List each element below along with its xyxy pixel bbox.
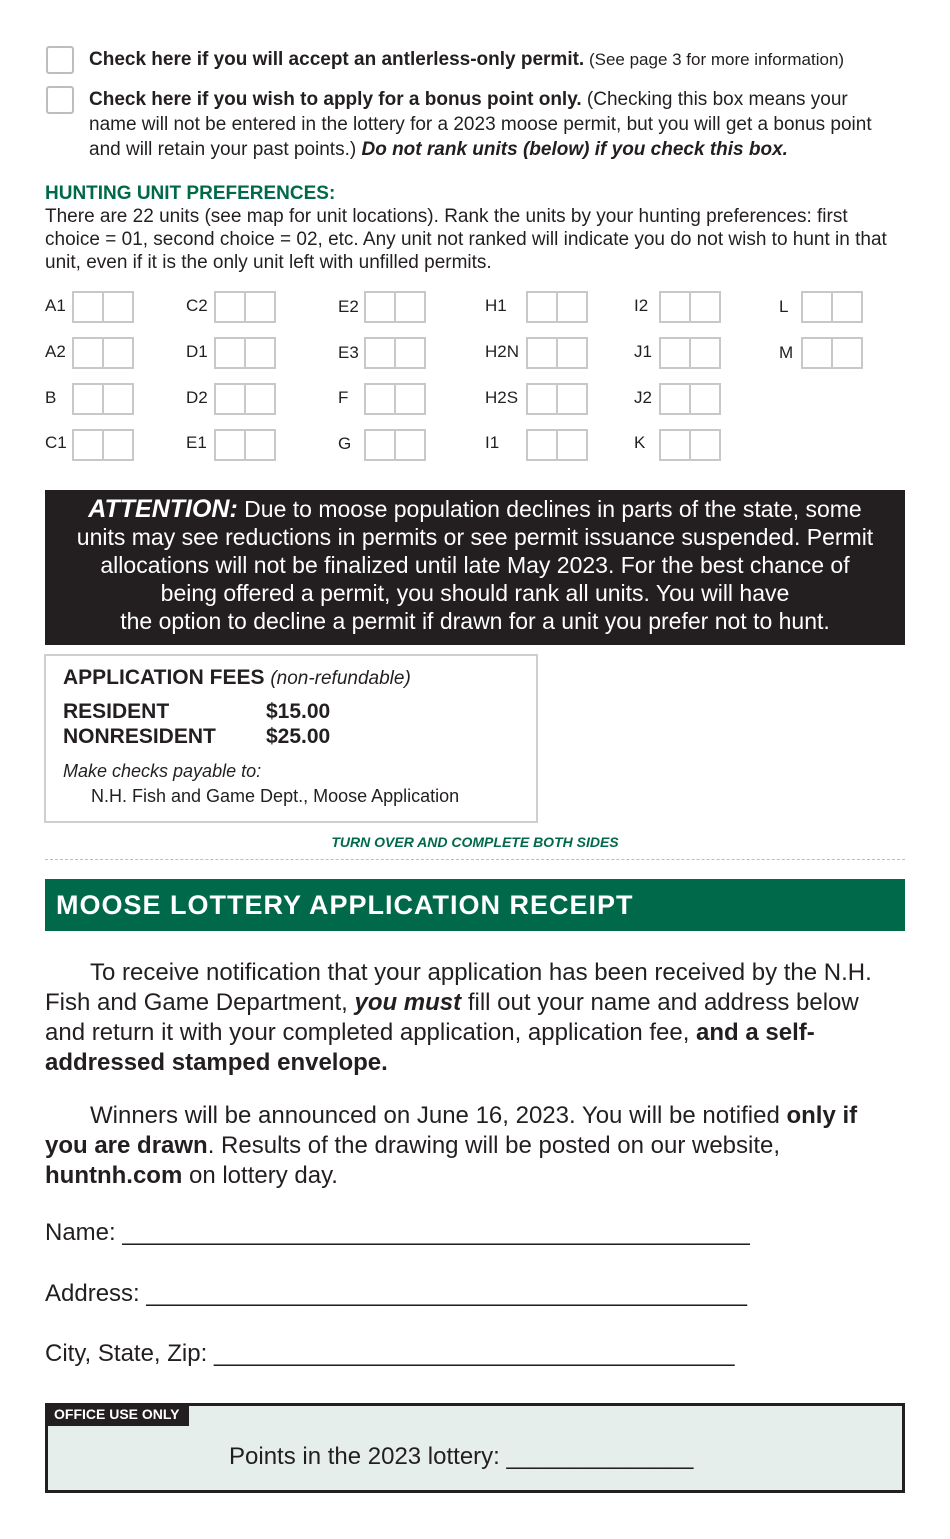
name-field[interactable]: Name: _______________________________________________: [45, 1219, 750, 1246]
fees-title-text: APPLICATION FEES: [63, 666, 265, 689]
unit-label: J1: [634, 342, 652, 361]
unit-rank-input-i1[interactable]: [526, 429, 588, 461]
website-link: huntnh.com: [45, 1162, 183, 1189]
attention-line: being offered a permit, you should rank all units. You will have: [160, 580, 790, 606]
unit-label: E1: [186, 433, 207, 452]
attention-line: allocations will not be finalized until late May 2023. For the best chance of: [100, 552, 850, 578]
unit-label: C2: [186, 296, 208, 315]
bonus-point-text: [89, 87, 889, 162]
antlerless-only-label: Check here if you will accept an antlerless-only permit.: [89, 49, 585, 70]
turn-over-notice: TURN OVER AND COMPLETE BOTH SIDES: [331, 834, 619, 850]
unit-rank-input-l[interactable]: [801, 291, 863, 323]
unit-label: C1: [45, 433, 67, 452]
winners-text: on lottery day.: [182, 1162, 338, 1189]
winners-text: Winners will be announced on June 16, 2023. You will be notified: [90, 1102, 787, 1129]
unit-label: I1: [485, 433, 500, 452]
unit-label: D1: [186, 342, 208, 361]
attention-notice: [45, 490, 905, 645]
attention-line: Due to moose population declines in parts of the state, some: [237, 496, 862, 522]
unit-rank-input-b[interactable]: [72, 383, 134, 415]
unit-rank-input-c2[interactable]: [214, 291, 276, 323]
unit-rank-input-g[interactable]: [364, 429, 426, 461]
unit-rank-input-h2n[interactable]: [526, 337, 588, 369]
unit-rank-input-j1[interactable]: [659, 337, 721, 369]
unit-rank-input-e2[interactable]: [364, 291, 426, 323]
nonresident-fee-amount: $25.00: [266, 725, 331, 748]
application-fees-box: [44, 654, 538, 823]
unit-rank-input-i2[interactable]: [659, 291, 721, 323]
address-field[interactable]: Address: _____________________________________________: [45, 1280, 748, 1307]
unit-rank-input-j2[interactable]: [659, 383, 721, 415]
unit-rank-input-m[interactable]: [801, 337, 863, 369]
unit-label: I2: [634, 296, 649, 315]
unit-rank-input-h2s[interactable]: [526, 383, 588, 415]
office-use-label: OFFICE USE ONLY: [45, 1403, 189, 1426]
payable-label: Make checks payable to:: [63, 761, 262, 781]
winners-text: . Results of the drawing will be posted on our website,: [207, 1132, 781, 1159]
fees-title: [63, 666, 411, 690]
receipt-instructions-emphasis: you must: [354, 989, 462, 1016]
unit-label: G: [338, 434, 352, 453]
unit-label: B: [45, 388, 57, 407]
unit-rank-input-a1[interactable]: [72, 291, 134, 323]
antlerless-only-checkbox[interactable]: [46, 46, 74, 74]
bonus-point-warning: Do not rank units (below) if you check this box.: [361, 139, 788, 160]
winners-bold: only if you are drawn: [45, 1102, 858, 1159]
cut-line: [45, 859, 905, 860]
winners-announcement: [45, 1101, 905, 1191]
fees-title-note: (non-refundable): [270, 668, 411, 689]
unit-label: M: [779, 343, 794, 362]
unit-rank-input-c1[interactable]: [72, 429, 134, 461]
unit-label: H2S: [485, 388, 519, 407]
bonus-point-label: Check here if you wish to apply for a bonus point only.: [89, 89, 582, 110]
unit-rank-input-d1[interactable]: [214, 337, 276, 369]
unit-preferences-description: There are 22 units (see map for unit locations). Rank the units by your hunting preferences: first choice = 01, second choice = 02, etc. Any unit not ranked will indicate you do not wish to hunt in that unit, even if it is the only unit left with unfilled permits.: [45, 206, 887, 273]
unit-preferences-heading: HUNTING UNIT PREFERENCES:: [45, 183, 336, 204]
attention-word: ATTENTION:: [88, 495, 238, 523]
resident-fee-amount: $15.00: [266, 700, 331, 723]
unit-label: E2: [338, 297, 359, 316]
lottery-points-field: Points in the 2023 lottery: ______________: [229, 1443, 694, 1470]
unit-rank-input-d2[interactable]: [214, 383, 276, 415]
unit-rank-input-k[interactable]: [659, 429, 721, 461]
nonresident-fee-label: NONRESIDENT: [63, 725, 216, 748]
unit-label: L: [779, 297, 789, 316]
receipt-instructions: [45, 958, 905, 1078]
payable-to: N.H. Fish and Game Dept., Moose Application: [91, 786, 460, 806]
unit-rank-input-a2[interactable]: [72, 337, 134, 369]
receipt-instructions-bold: and a self-addressed stamped envelope.: [45, 1019, 815, 1076]
antlerless-only-text: [89, 47, 889, 72]
city-state-zip-field[interactable]: City, State, Zip: _______________________________________: [45, 1340, 735, 1367]
unit-label: H1: [485, 296, 507, 315]
unit-label: E3: [338, 343, 359, 362]
attention-line: the option to decline a permit if drawn for a unit you prefer not to hunt.: [120, 608, 830, 634]
attention-line: units may see reductions in permits or see permit issuance suspended. Permit: [76, 524, 874, 550]
resident-fee-label: RESIDENT: [63, 700, 170, 723]
bonus-point-checkbox[interactable]: [46, 86, 74, 114]
unit-label: F: [338, 388, 349, 407]
unit-label: H2N: [485, 342, 520, 361]
unit-label: J2: [634, 388, 652, 407]
antlerless-only-note: (See page 3 for more information): [584, 50, 845, 69]
unit-label: K: [634, 433, 646, 452]
receipt-title: MOOSE LOTTERY APPLICATION RECEIPT: [45, 879, 905, 931]
bonus-point-note: (Checking this box means your name will not be entered in the lottery for a 2023 moose permit, but you will get a bonus point and will retain your past points.): [89, 89, 872, 160]
unit-rank-input-e1[interactable]: [214, 429, 276, 461]
unit-label: A2: [45, 342, 66, 361]
unit-rank-input-f[interactable]: [364, 383, 426, 415]
unit-rank-input-h1[interactable]: [526, 291, 588, 323]
unit-label: A1: [45, 296, 66, 315]
receipt-instructions-text: To receive notification that your application has been received by the N.H. Fish and Game Department,: [45, 959, 872, 1016]
unit-label: D2: [186, 388, 208, 407]
receipt-instructions-text: fill out your name and address below and return it with your completed application, application fee,: [45, 989, 859, 1046]
unit-rank-input-e3[interactable]: [364, 337, 426, 369]
